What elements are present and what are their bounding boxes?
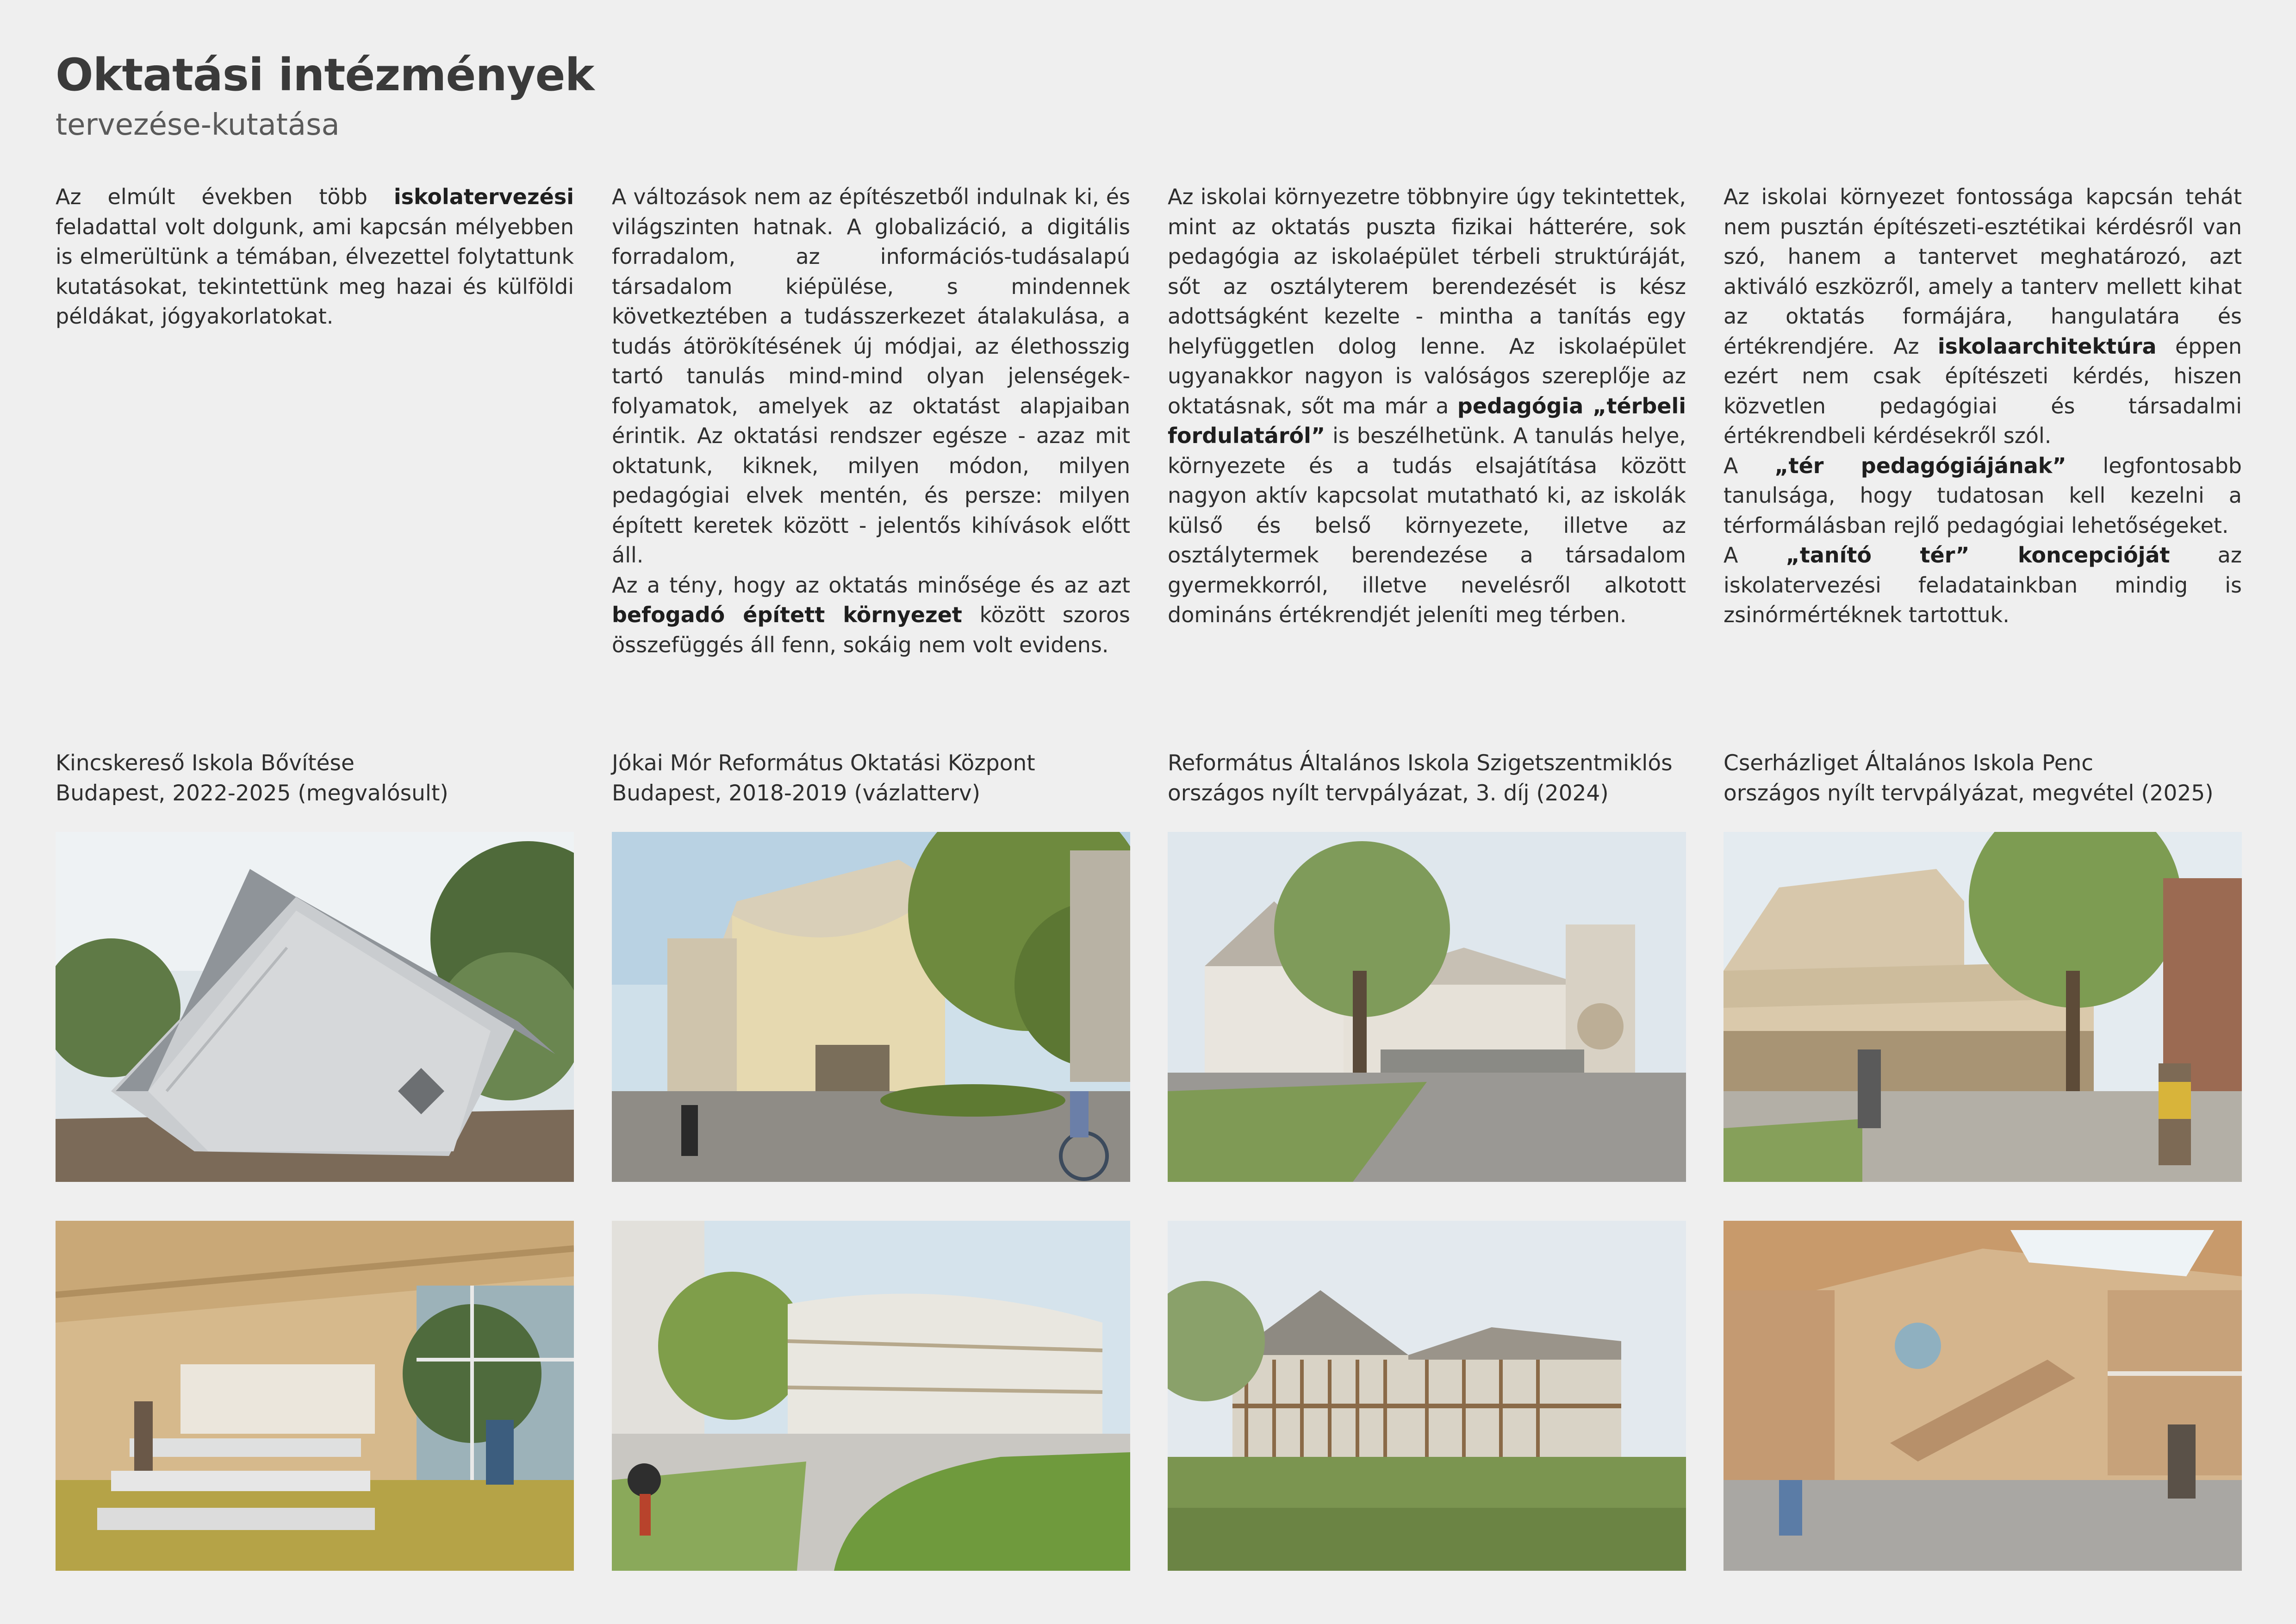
text-paragraph: [612, 182, 1130, 570]
text-run: is beszélhetünk. A tanulás helye, környezete és a tudás elsajátítása között nagyon aktív kapcsolat mutatható ki, az iskolák külső és belső környezete, illetve az osztálytermek berendezése a társadalom gyermekkorról, illetve nevelésről alkotott domináns értékrendjét jeleníti meg térben.: [1168, 423, 1686, 627]
project-caption-4: [1724, 748, 2256, 808]
project-detail: országos nyílt tervpályázat, megvétel (2025): [1724, 781, 2214, 806]
text-column-1: [56, 182, 574, 331]
photo-jokai-exterior: [612, 832, 1130, 1182]
photo-cserhazliget-interior: [1724, 1221, 2242, 1571]
text-run: legfontosabb tanulsága, hogy tudatosan kell kezelni a térformálásban rejlő pedagógiai lehetőségeket.: [1724, 453, 2242, 538]
text-column-4: [1724, 182, 2242, 630]
project-caption-2: [612, 748, 1144, 808]
text-paragraph: [1168, 182, 1686, 630]
text-run: éppen ezért nem csak építészeti kérdés, hiszen közvetlen pedagógiai és társadalmi értékrendbeli kérdésekről szól.: [1724, 333, 2242, 448]
text-run: A változások nem az építészetből indulnak ki, és világszinten hatnak. A globalizáció, a digitális forradalom, az információs-tudásalapú társadalom kiépülése, s mindennek következtében a tudásszerkezet átalakulása, a tudás átörökítésének új módjai, az élethosszig tartó tanulás mind-mind olyan jelenségek-folyamatok, amelyek az oktatást alapjaiban érintik. Az oktatási rendszer egésze - azaz mit oktatunk, kiknek, milyen módon, milyen pedagógiai elvek mentén, és persze: milyen épített keretek között - jelentős kihívások előtt áll.: [612, 184, 1130, 568]
project-detail: országos nyílt tervpályázat, 3. díj (2024): [1168, 781, 1609, 806]
project-name: Cserházliget Általános Iskola Penc: [1724, 750, 2094, 776]
bold-text: pedagógia „térbeli fordulatáról”: [1168, 393, 1686, 448]
photo-jokai-courtyard: [612, 1221, 1130, 1571]
text-paragraph: [56, 182, 574, 331]
photo-kincskereso-exterior: [56, 832, 574, 1182]
text-paragraph: [1724, 540, 2242, 630]
bold-text: befogadó épített környezet: [612, 602, 962, 627]
text-run: A: [1724, 543, 1786, 568]
bold-text: „tanító tér” koncepcióját: [1786, 543, 2170, 568]
page-title: Oktatási intézmények: [56, 49, 594, 101]
photo-szigetszentmiklos-courtyard: [1168, 1221, 1686, 1571]
text-run: Az elmúlt években több: [56, 184, 394, 209]
project-name: Református Általános Iskola Szigetszentmiklós: [1168, 750, 1673, 776]
project-detail: Budapest, 2018-2019 (vázlatterv): [612, 781, 981, 806]
photo-kincskereso-classroom: [56, 1221, 574, 1571]
bold-text: „tér pedagógiájának”: [1774, 453, 2066, 478]
project-name: Kincskereső Iskola Bővítése: [56, 750, 355, 776]
text-run: az iskolatervezési feladatainkban mindig is zsinórmértéknek tartottuk.: [1724, 543, 2242, 627]
project-detail: Budapest, 2022-2025 (megvalósult): [56, 781, 448, 806]
text-run: A: [1724, 453, 1775, 478]
text-run: Az a tény, hogy az oktatás minősége és az azt: [612, 572, 1130, 598]
text-paragraph: [612, 570, 1130, 660]
text-column-3: [1168, 182, 1686, 630]
text-column-2: [612, 182, 1130, 660]
bold-text: iskolatervezési: [393, 184, 574, 209]
project-name: Jókai Mór Református Oktatási Központ: [612, 750, 1035, 776]
project-caption-3: [1168, 748, 1700, 808]
photo-szigetszentmiklos-exterior: [1168, 832, 1686, 1182]
text-run: között szoros összefüggés áll fenn, sokáig nem volt evidens.: [612, 602, 1130, 657]
text-run: Az iskolai környezet fontossága kapcsán tehát nem pusztán építészeti-esztétikai kérdésről van szó, hanem a tantervet meghatározó, azt aktiváló eszközről, amely a tanterv mellett kihat az oktatás formájára, hangulatára és értékrendjére. Az: [1724, 184, 2242, 359]
project-caption-1: [56, 748, 588, 808]
photo-cserhazliget-exterior: [1724, 832, 2242, 1182]
text-paragraph: [1724, 451, 2242, 541]
page-subtitle: tervezése-kutatása: [56, 108, 340, 142]
text-run: Az iskolai környezetre többnyire úgy tekintettek, mint az oktatás puszta fizikai hátterére, sok pedagógia az iskolaépület térbeli struktúráját, sőt az osztályterem berendezését is kész adottságként kezelte - mintha a tanítás egy helyfüggetlen dolog lenne. Az iskolaépület ugyanakkor nagyon is valóságos szereplője az oktatásnak, sőt ma már a: [1168, 184, 1686, 418]
bold-text: iskolaarchitektúra: [1937, 333, 2157, 359]
text-paragraph: [1724, 182, 2242, 451]
text-run: feladattal volt dolgunk, ami kapcsán mélyebben is elmerültünk a témában, élvezettel folytattunk kutatásokat, tekintettünk meg hazai és külföldi példákat, jógyakorlatokat.: [56, 214, 574, 329]
